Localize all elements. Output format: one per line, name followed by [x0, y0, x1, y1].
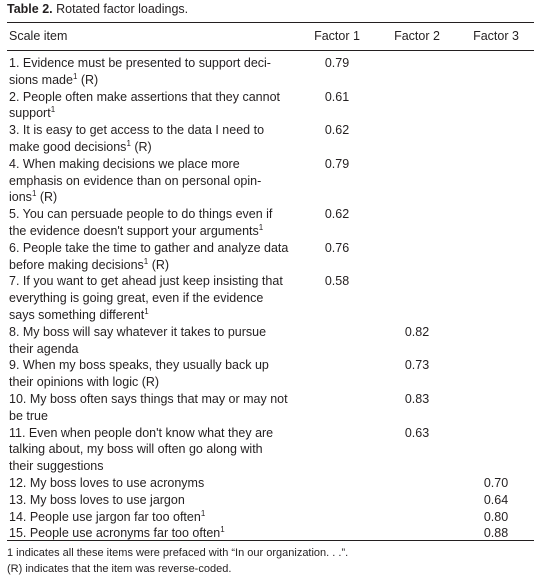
table-row	[7, 55, 534, 89]
factor-1-loading: 0.62	[324, 123, 350, 138]
bottom-rule	[7, 540, 534, 541]
factor-2-loading: 0.73	[404, 358, 430, 373]
table-row	[7, 425, 534, 475]
factor-3-loading: 0.64	[483, 492, 509, 507]
scale-item-text: 11. Even when people don't know what they are talking about, my boss will often go along with their suggestions	[9, 425, 274, 474]
scale-item-text: 4. When making decisions we place more emphasis on evidence than on personal opin- ions$^1$ (R)	[9, 156, 262, 205]
factor-1-loading: 0.61	[324, 89, 350, 104]
header-factor-2: Factor 2	[394, 29, 440, 43]
factor-1-loading: 0.58	[324, 274, 350, 289]
scale-item-text: 3. It is easy to get access to the data I need to make good decisions$^1$ (R)	[9, 123, 265, 154]
factor-1-loading: 0.62	[324, 207, 350, 222]
top-rule	[7, 22, 534, 23]
note-prefaced: 1 indicates all these items were prefaced with “In our organization. . .”.	[7, 547, 349, 559]
scale-item-text: 2. People often make assertions that they cannot support$^1$	[9, 89, 281, 121]
table-row	[7, 357, 534, 391]
table-row	[7, 509, 534, 526]
factor-2-loading: 0.82	[404, 324, 430, 339]
table-row	[7, 324, 534, 358]
factor-2-loading: 0.63	[404, 425, 430, 440]
scale-item-text: 9. When my boss speaks, they usually back up their opinions with logic (R)	[9, 358, 269, 390]
factor-3-loading: 0.70	[483, 475, 509, 490]
table-row	[7, 240, 534, 274]
table-row	[7, 492, 534, 509]
table-row	[7, 122, 534, 156]
scale-item-text: 10. My boss often says things that may or may not be true	[9, 391, 288, 423]
table-caption	[7, 2, 188, 16]
table-row	[7, 206, 534, 240]
note-reverse-coded: (R) indicates that the item was reverse-coded.	[7, 562, 232, 575]
scale-item-text: 14. People use jargon far too often$^1$	[9, 508, 206, 524]
factor-1-loading: 0.76	[324, 240, 350, 255]
table-row	[7, 475, 534, 492]
factor-1-loading: 0.79	[324, 156, 350, 171]
table-row	[7, 89, 534, 123]
table-row	[7, 391, 534, 425]
scale-item-text: 13. My boss loves to use jargon	[9, 492, 185, 507]
scale-item-text: 12. My boss loves to use acronyms	[9, 475, 205, 490]
table-notes	[7, 546, 348, 577]
table-label: Table 2.	[7, 2, 53, 16]
factor-3-loading: 0.80	[483, 509, 509, 524]
scale-item-text: 6. People take the time to gather and analyze data before making decisions$^1$ (R)	[9, 240, 289, 272]
header-scale-item: Scale item	[9, 29, 68, 43]
factor-2-loading: 0.83	[404, 391, 430, 406]
scale-item-text: 7. If you want to get ahead just keep insisting that everything is going great, even if the evidence says something different$^1$	[9, 274, 283, 322]
header-factor-3: Factor 3	[473, 29, 519, 43]
table-title: Rotated factor loadings.	[56, 2, 189, 16]
table-body	[7, 55, 534, 542]
header-factor-1: Factor 1	[314, 29, 360, 43]
scale-item-text: 15. People use acronyms far too often$^1$	[9, 525, 225, 541]
header-rule	[7, 50, 534, 51]
factor-1-loading: 0.79	[324, 56, 350, 70]
scale-item-text: 1. Evidence must be presented to support deci- sions made$^1$ (R)	[9, 56, 271, 87]
scale-item-text: 5. You can persuade people to do things even if the evidence doesn't support your arguments$^1$	[9, 207, 273, 238]
table-row	[7, 273, 534, 323]
table-row	[7, 156, 534, 206]
scale-item-text: 8. My boss will say whatever it takes to pursue their agenda	[9, 324, 267, 356]
factor-3-loading: 0.88	[483, 526, 509, 541]
